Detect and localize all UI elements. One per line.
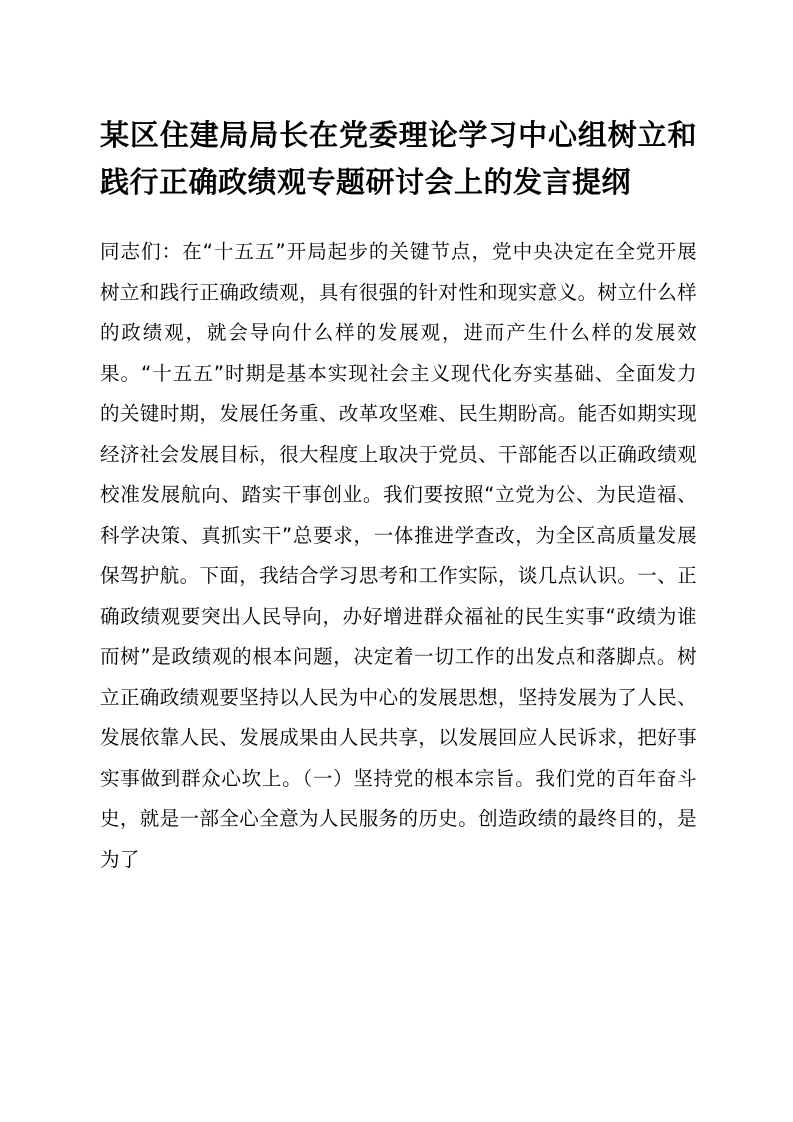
page-title: 某区住建局局长在党委理论学习中心组树立和践行正确政绩观专题研讨会上的发言提纲 [100, 118, 697, 199]
document-body [100, 232, 697, 880]
body-paragraph: 同志们：在“十五五”开局起步的关键节点，党中央决定在全党开展树立和践行正确政绩观，具有很强的针对性和现实意义。树立什么样的政绩观，就会导向什么样的发展观，进而产生什么样的发展效果。“十五五”时期是基本实现社会主义现代化夯实基础、全面发力的关键时期，发展任务重、改革攻坚难、民生期盼高。能否如期实现经济社会发展目标，很大程度上取决于党员、干部能否以正确政绩观校准发展航向、踏实干事创业。我们要按照“立党为公、为民造福、科学决策、真抓实干”总要求，一体推进学查改，为全区高质量发展保驾护航。下面，我结合学习思考和工作实际，谈几点认识。一、正确政绩观要突出人民导向，办好增进群众福祉的民生实事“政绩为谁而树”是政绩观的根本问题，决定着一切工作的出发点和落脚点。树立正确政绩观要坚持以人民为中心的发展思想，坚持发展为了人民、发展依靠人民、发展成果由人民共享，以发展回应人民诉求，把好事实事做到群众心坎上。（一）坚持党的根本宗旨。我们党的百年奋斗史，就是一部全心全意为人民服务的历史。创造政绩的最终目的，是为了 [100, 240, 698, 871]
